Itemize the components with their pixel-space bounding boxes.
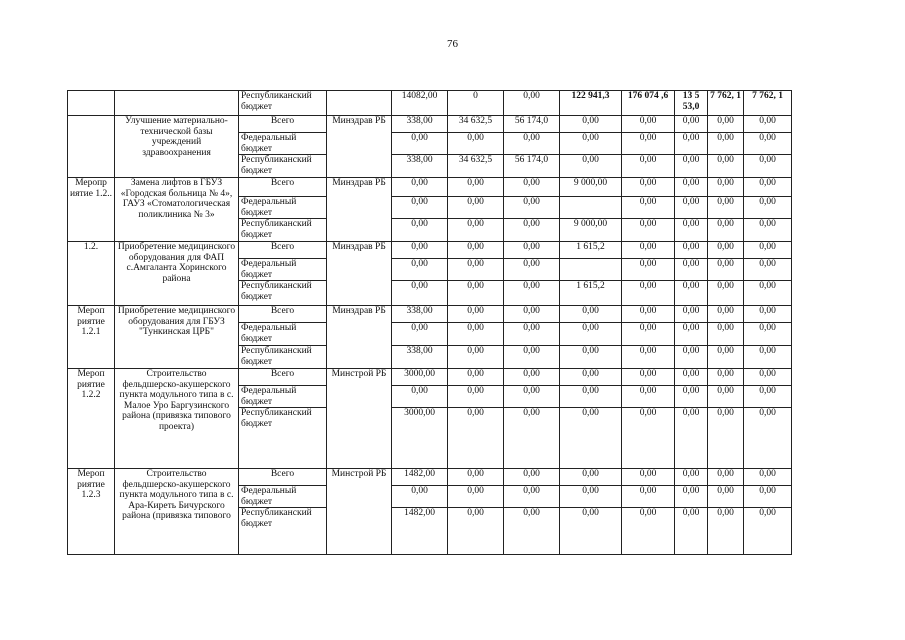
value-cell: 0,00 <box>708 323 744 346</box>
value-cell: 0,00 <box>744 486 792 508</box>
value-cell: 0,00 <box>504 178 560 197</box>
value-cell: 0,00 <box>622 259 675 281</box>
executor-cell: Минздрав РБ <box>327 242 392 306</box>
value-cell: 0,00 <box>560 306 622 323</box>
measure-name-cell: Улучшение материально-технической базы учреждений здравоохранения <box>115 116 239 178</box>
value-cell: 0,00 <box>448 197 504 219</box>
value-cell: 0,00 <box>622 306 675 323</box>
value-cell: 0,00 <box>744 408 792 469</box>
funding-source-cell: Республиканский бюджет <box>239 408 327 469</box>
value-cell: 0,00 <box>504 242 560 259</box>
value-cell: 0,00 <box>448 408 504 469</box>
value-cell: 0,00 <box>448 346 504 369</box>
value-cell: 0,00 <box>744 242 792 259</box>
value-cell: 0,00 <box>448 469 504 486</box>
value-cell <box>560 197 622 219</box>
value-cell: 122 941,3 <box>560 91 622 116</box>
value-cell: 338,00 <box>392 306 448 323</box>
value-cell: 0,00 <box>675 306 708 323</box>
value-cell: 0,00 <box>392 386 448 408</box>
executor-cell: Минздрав РБ <box>327 306 392 369</box>
value-cell: 0,00 <box>560 323 622 346</box>
value-cell: 9 000,00 <box>560 219 622 242</box>
value-cell: 0,00 <box>504 486 560 508</box>
value-cell: 0,00 <box>675 133 708 155</box>
value-cell: 34 632,5 <box>448 116 504 133</box>
value-cell: 0,00 <box>622 281 675 306</box>
funding-source-cell: Республиканский бюджет <box>239 155 327 178</box>
value-cell: 0,00 <box>560 369 622 386</box>
value-cell: 0,00 <box>622 408 675 469</box>
value-cell: 0,00 <box>708 242 744 259</box>
value-cell: 1 615,2 <box>560 242 622 259</box>
value-cell: 0,00 <box>560 155 622 178</box>
value-cell: 0,00 <box>708 133 744 155</box>
value-cell: 0,00 <box>708 116 744 133</box>
value-cell: 0,00 <box>744 469 792 486</box>
value-cell: 0,00 <box>448 133 504 155</box>
value-cell: 56 174,0 <box>504 155 560 178</box>
value-cell: 338,00 <box>392 346 448 369</box>
value-cell: 0,00 <box>708 197 744 219</box>
funding-source-cell: Федеральный бюджет <box>239 323 327 346</box>
value-cell: 0,00 <box>560 346 622 369</box>
value-cell: 0,00 <box>504 323 560 346</box>
value-cell: 0,00 <box>622 133 675 155</box>
value-cell: 0,00 <box>675 369 708 386</box>
value-cell: 0,00 <box>744 133 792 155</box>
table-row <box>68 469 792 486</box>
value-cell: 1482,00 <box>392 469 448 486</box>
table-row <box>68 91 792 116</box>
value-cell: 0,00 <box>504 259 560 281</box>
value-cell: 0,00 <box>675 259 708 281</box>
value-cell: 0,00 <box>744 369 792 386</box>
value-cell: 0,00 <box>622 508 675 555</box>
value-cell: 13 5 53,0 <box>675 91 708 116</box>
budget-table <box>67 90 792 555</box>
funding-source-cell: Федеральный бюджет <box>239 197 327 219</box>
value-cell: 0,00 <box>622 116 675 133</box>
funding-source-cell: Республиканский бюджет <box>239 219 327 242</box>
value-cell: 0,00 <box>622 346 675 369</box>
page-number: 76 <box>447 38 458 50</box>
measure-name-cell: Строительство фельдшерско-акушерского пункта модульного типа в с. Ара-Киреть Бичурского района (привязка типового <box>115 469 239 555</box>
measure-name-cell <box>115 91 239 116</box>
value-cell: 0,00 <box>744 116 792 133</box>
value-cell: 0,00 <box>708 306 744 323</box>
value-cell: 0,00 <box>448 386 504 408</box>
value-cell: 0,00 <box>504 346 560 369</box>
value-cell: 0,00 <box>675 469 708 486</box>
value-cell: 0,00 <box>675 155 708 178</box>
value-cell: 0,00 <box>708 346 744 369</box>
value-cell: 7 762, 1 <box>708 91 744 116</box>
value-cell: 0,00 <box>504 281 560 306</box>
value-cell: 0,00 <box>392 323 448 346</box>
value-cell: 0,00 <box>708 259 744 281</box>
executor-cell: Минстрой РБ <box>327 469 392 555</box>
value-cell: 34 632,5 <box>448 155 504 178</box>
measure-id-cell <box>68 91 115 116</box>
value-cell: 0,00 <box>392 197 448 219</box>
table-row <box>68 178 792 197</box>
value-cell: 0,00 <box>504 197 560 219</box>
value-cell: 0,00 <box>708 178 744 197</box>
value-cell: 0,00 <box>675 486 708 508</box>
value-cell: 0,00 <box>744 197 792 219</box>
value-cell: 0,00 <box>675 116 708 133</box>
value-cell: 1 615,2 <box>560 281 622 306</box>
value-cell: 0,00 <box>560 133 622 155</box>
measure-name-cell: Приобретение медицинского оборудования для ФАП с.Амгаланта Хоринского района <box>115 242 239 306</box>
funding-source-cell: Республиканский бюджет <box>239 346 327 369</box>
value-cell: 0,00 <box>560 408 622 469</box>
value-cell: 0,00 <box>744 259 792 281</box>
value-cell: 0,00 <box>744 306 792 323</box>
value-cell: 0,00 <box>392 242 448 259</box>
value-cell: 0,00 <box>744 155 792 178</box>
funding-source-cell: Республиканский бюджет <box>239 508 327 555</box>
value-cell: 0,00 <box>448 486 504 508</box>
value-cell: 0,00 <box>708 219 744 242</box>
value-cell: 338,00 <box>392 155 448 178</box>
value-cell: 14082,00 <box>392 91 448 116</box>
value-cell: 0,00 <box>622 386 675 408</box>
value-cell: 0,00 <box>622 369 675 386</box>
funding-source-cell: Республиканский бюджет <box>239 91 327 116</box>
measure-name-cell: Замена лифтов в ГБУЗ «Городская больница № 4», ГАУЗ «Стоматологическая поликлиника № 3» <box>115 178 239 242</box>
value-cell: 0,00 <box>504 508 560 555</box>
value-cell: 0,00 <box>560 469 622 486</box>
value-cell: 0,00 <box>560 508 622 555</box>
value-cell: 0,00 <box>708 486 744 508</box>
funding-source-cell: Всего <box>239 469 327 486</box>
value-cell: 0,00 <box>708 508 744 555</box>
value-cell: 0,00 <box>675 346 708 369</box>
value-cell: 0,00 <box>675 408 708 469</box>
value-cell: 0,00 <box>392 133 448 155</box>
value-cell: 0,00 <box>675 281 708 306</box>
value-cell: 0,00 <box>708 281 744 306</box>
value-cell: 0,00 <box>744 346 792 369</box>
value-cell: 0,00 <box>504 386 560 408</box>
value-cell: 0,00 <box>392 219 448 242</box>
funding-source-cell: Всего <box>239 242 327 259</box>
value-cell: 0,00 <box>448 323 504 346</box>
value-cell: 7 762, 1 <box>744 91 792 116</box>
value-cell: 0,00 <box>675 386 708 408</box>
funding-source-cell: Всего <box>239 116 327 133</box>
value-cell: 338,00 <box>392 116 448 133</box>
value-cell: 0,00 <box>504 133 560 155</box>
value-cell: 0,00 <box>504 219 560 242</box>
value-cell: 0,00 <box>675 219 708 242</box>
measure-id-cell: Мероп риятие 1.2.3 <box>68 469 115 555</box>
value-cell: 0,00 <box>622 469 675 486</box>
value-cell: 0,00 <box>504 306 560 323</box>
funding-source-cell: Всего <box>239 306 327 323</box>
value-cell: 0,00 <box>622 219 675 242</box>
value-cell: 0,00 <box>392 486 448 508</box>
value-cell: 0,00 <box>744 178 792 197</box>
funding-source-cell: Всего <box>239 369 327 386</box>
value-cell: 0,00 <box>675 242 708 259</box>
value-cell: 0,00 <box>744 219 792 242</box>
value-cell: 0,00 <box>708 369 744 386</box>
value-cell: 9 000,00 <box>560 178 622 197</box>
executor-cell <box>327 91 392 116</box>
value-cell <box>560 259 622 281</box>
measure-id-cell: Мероп риятие 1.2.2 <box>68 369 115 469</box>
value-cell: 0,00 <box>622 178 675 197</box>
executor-cell: Минздрав РБ <box>327 116 392 178</box>
value-cell: 0,00 <box>708 469 744 486</box>
value-cell: 0,00 <box>504 408 560 469</box>
measure-id-cell: Меропр иятие 1.2.. <box>68 178 115 242</box>
value-cell: 0,00 <box>504 369 560 386</box>
value-cell: 0,00 <box>392 281 448 306</box>
value-cell: 0,00 <box>504 469 560 486</box>
value-cell: 3000,00 <box>392 408 448 469</box>
funding-source-cell: Республиканский бюджет <box>239 281 327 306</box>
value-cell: 0 <box>448 91 504 116</box>
value-cell: 0,00 <box>560 116 622 133</box>
value-cell: 0,00 <box>560 486 622 508</box>
value-cell: 0,00 <box>448 369 504 386</box>
measure-id-cell: 1.2. <box>68 242 115 306</box>
value-cell: 0,00 <box>448 306 504 323</box>
funding-source-cell: Федеральный бюджет <box>239 133 327 155</box>
value-cell: 0,00 <box>744 281 792 306</box>
value-cell: 0,00 <box>675 178 708 197</box>
value-cell: 176 074 ,6 <box>622 91 675 116</box>
value-cell: 0,00 <box>622 197 675 219</box>
value-cell: 0,00 <box>675 323 708 346</box>
executor-cell: Минздрав РБ <box>327 178 392 242</box>
value-cell: 0,00 <box>744 508 792 555</box>
value-cell: 0,00 <box>448 178 504 197</box>
funding-source-cell: Федеральный бюджет <box>239 259 327 281</box>
table-row <box>68 242 792 259</box>
funding-source-cell: Федеральный бюджет <box>239 486 327 508</box>
value-cell: 3000,00 <box>392 369 448 386</box>
value-cell: 0,00 <box>392 259 448 281</box>
value-cell: 0,00 <box>448 281 504 306</box>
value-cell: 0,00 <box>675 197 708 219</box>
table-row <box>68 116 792 133</box>
value-cell: 0,00 <box>622 486 675 508</box>
value-cell: 0,00 <box>744 323 792 346</box>
value-cell: 0,00 <box>622 155 675 178</box>
value-cell: 0,00 <box>708 386 744 408</box>
funding-source-cell: Федеральный бюджет <box>239 386 327 408</box>
measure-name-cell: Приобретение медицинского оборудования для ГБУЗ "Тункинская ЦРБ" <box>115 306 239 369</box>
funding-source-cell: Всего <box>239 178 327 197</box>
value-cell: 0,00 <box>708 408 744 469</box>
measure-id-cell: Мероп риятие 1.2.1 <box>68 306 115 369</box>
value-cell: 56 174,0 <box>504 116 560 133</box>
value-cell: 0,00 <box>448 259 504 281</box>
value-cell: 0,00 <box>675 508 708 555</box>
table-row <box>68 369 792 386</box>
value-cell: 0,00 <box>448 508 504 555</box>
measure-id-cell <box>68 116 115 178</box>
value-cell: 0,00 <box>392 178 448 197</box>
value-cell: 0,00 <box>708 155 744 178</box>
executor-cell: Минстрой РБ <box>327 369 392 469</box>
measure-name-cell: Строительство фельдшерско-акушерского пункта модульного типа в с. Малое Уро Баргузинского района (привязка типового проекта) <box>115 369 239 469</box>
value-cell: 0,00 <box>560 386 622 408</box>
value-cell: 0,00 <box>448 242 504 259</box>
value-cell: 0,00 <box>622 323 675 346</box>
value-cell: 0,00 <box>622 242 675 259</box>
value-cell: 1482,00 <box>392 508 448 555</box>
value-cell: 0,00 <box>504 91 560 116</box>
table-row <box>68 306 792 323</box>
value-cell: 0,00 <box>744 386 792 408</box>
value-cell: 0,00 <box>448 219 504 242</box>
